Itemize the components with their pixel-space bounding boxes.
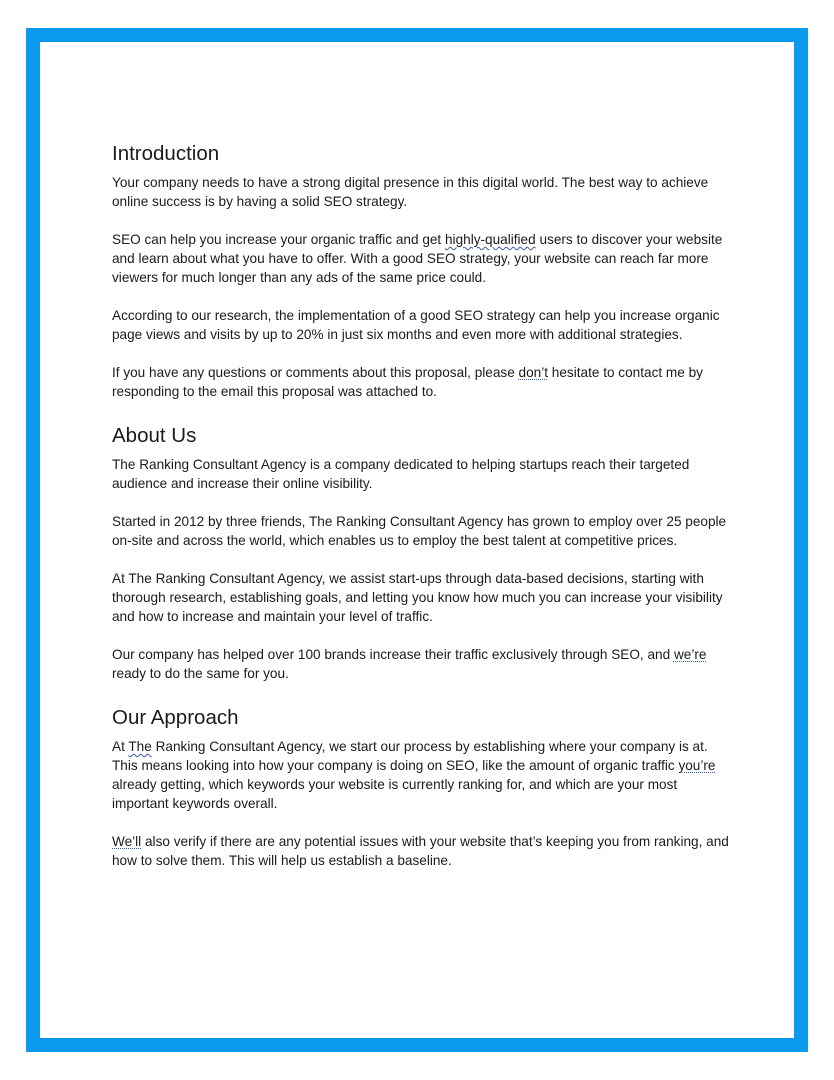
- paragraph-text: At: [112, 739, 129, 754]
- body-paragraph: [112, 306, 732, 344]
- body-paragraph: [112, 173, 732, 211]
- paragraph-text: users to discover your website and learn about what you have to offer. With a good SEO strategy, your website can reach far more viewers for much longer than any ads of the same price could.: [112, 232, 723, 285]
- paragraph-text: also verify if there are any potential issues with your website that’s keeping you from ranking, and how to solve them. This will help us establish a baseline.: [112, 834, 729, 868]
- body-paragraph: [112, 455, 732, 493]
- grammar-suggestion-underline[interactable]: The: [128, 739, 152, 754]
- body-paragraph: [112, 645, 732, 683]
- style-suggestion-underline[interactable]: we’re: [673, 647, 707, 662]
- body-paragraph: [112, 230, 732, 287]
- body-paragraph: [112, 569, 732, 626]
- document-body: [112, 140, 732, 870]
- body-paragraph: [112, 832, 732, 870]
- paragraph-text: At The Ranking Consultant Agency, we assist start-ups through data-based decisions, starting with thorough research, establishing goals, and letting you know how much you can increase your visibility and how to increase and maintain your level of traffic.: [112, 571, 723, 624]
- style-suggestion-underline[interactable]: We’ll: [112, 834, 142, 849]
- section-introduction: [112, 140, 732, 401]
- paragraph-text: According to our research, the implementation of a good SEO strategy can help you increase organic page views and visits by up to 20% in just six months and even more with additional strategies.: [112, 308, 720, 342]
- paragraph-text: hesitate to contact me by responding to the email this proposal was attached to.: [112, 365, 703, 399]
- paragraph-text: If you have any questions or comments about this proposal, please: [112, 365, 519, 380]
- paragraph-text: SEO can help you increase your organic traffic and get: [112, 232, 445, 247]
- paragraph-text: ready to do the same for you.: [112, 666, 289, 681]
- paragraph-text: The Ranking Consultant Agency is a company dedicated to helping startups reach their targeted audience and increase their online visibility.: [112, 457, 690, 491]
- section-about-us: [112, 422, 732, 683]
- section-our-approach: [112, 704, 732, 870]
- style-suggestion-underline[interactable]: don’t: [518, 365, 549, 380]
- section-heading: About Us: [112, 424, 197, 447]
- style-suggestion-underline[interactable]: you’re: [678, 758, 716, 773]
- paragraph-text: Your company needs to have a strong digital presence in this digital world. The best way to achieve online success is by having a solid SEO strategy.: [112, 175, 709, 209]
- grammar-suggestion-underline[interactable]: highly-qualified: [445, 232, 536, 247]
- body-paragraph: [112, 737, 732, 813]
- paragraph-text: Our company has helped over 100 brands increase their traffic exclusively through SEO, and: [112, 647, 674, 662]
- body-paragraph: [112, 363, 732, 401]
- section-heading: Our Approach: [112, 706, 239, 729]
- paragraph-text: Ranking Consultant Agency, we start our process by establishing where your company is at. This means looking into how your company is doing on SEO, like the amount of organic traffic: [112, 739, 708, 773]
- body-paragraph: [112, 512, 732, 550]
- paragraph-text: already getting, which keywords your website is currently ranking for, and which are your most important keywords overall.: [112, 777, 678, 811]
- paragraph-text: Started in 2012 by three friends, The Ranking Consultant Agency has grown to employ over 25 people on-site and across the world, which enables us to employ the best talent at competitive prices.: [112, 514, 727, 548]
- section-heading: Introduction: [112, 142, 220, 165]
